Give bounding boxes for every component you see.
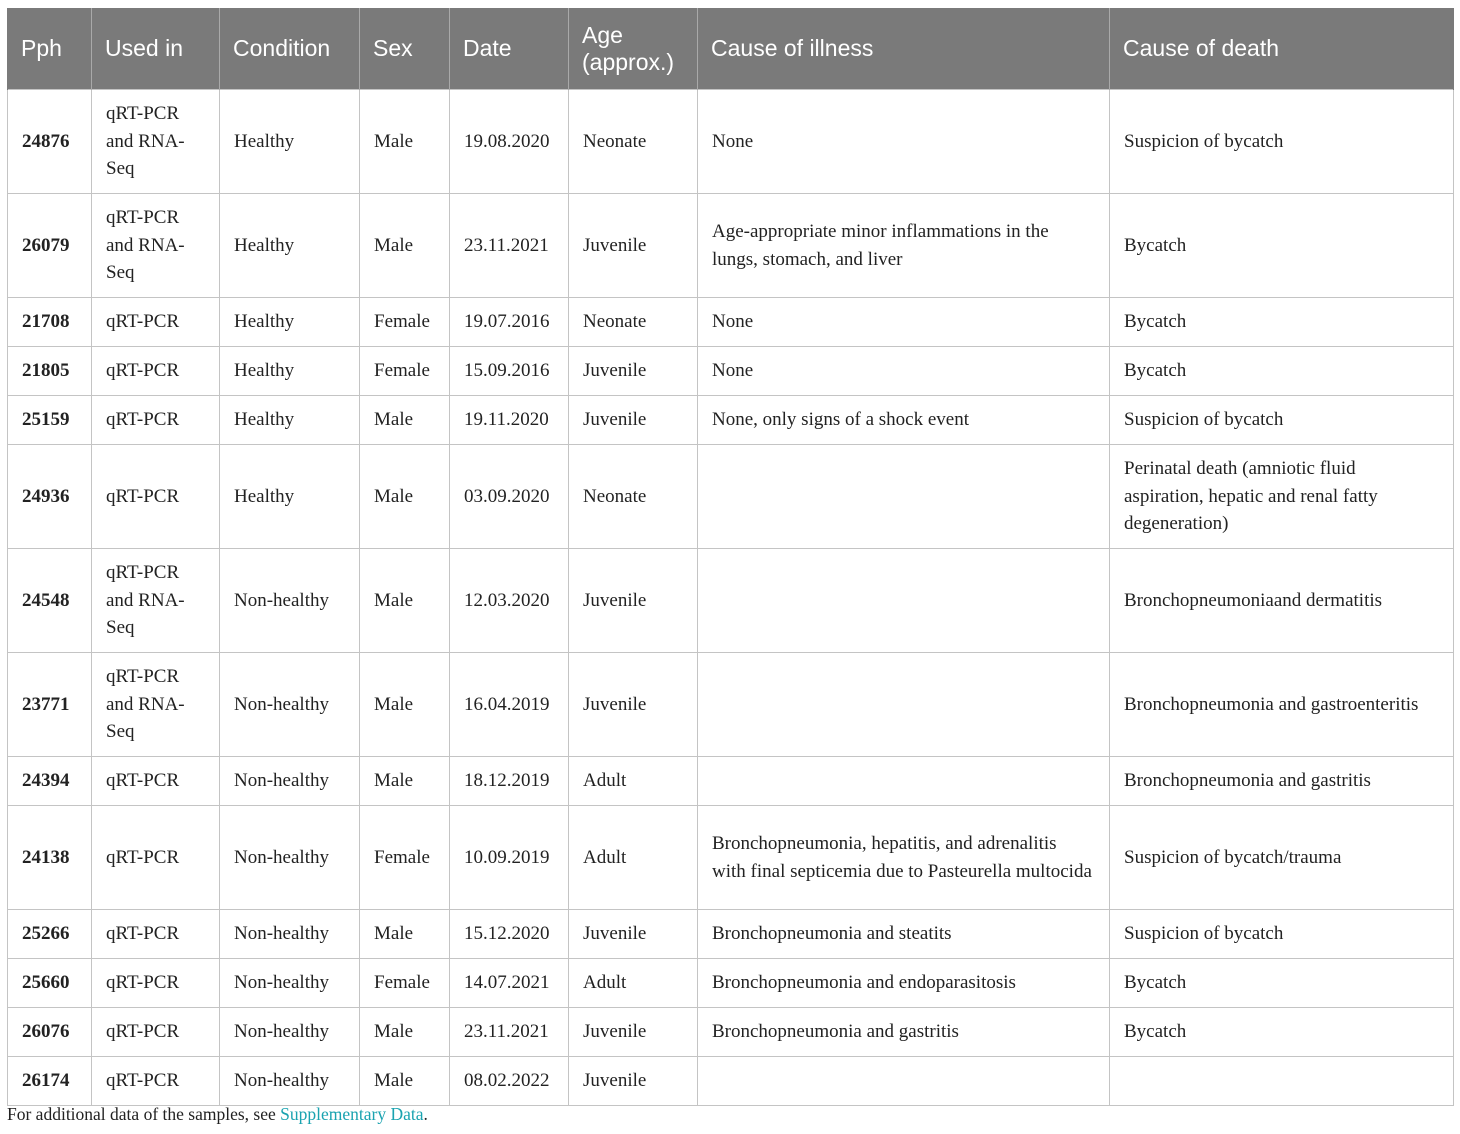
cell-age: Juvenile [569,910,698,959]
cell-sex: Male [360,445,450,549]
header-cause-of-illness: Cause of illness [698,8,1110,90]
cell-cause-of-illness [698,445,1110,549]
cell-used-in: qRT-PCR [92,347,220,396]
cell-pph: 26174 [8,1057,92,1106]
cell-condition: Healthy [220,396,360,445]
cell-pph: 26079 [8,194,92,298]
cell-used-in: qRT-PCR [92,1008,220,1057]
cell-cause-of-death [1110,1057,1454,1106]
cell-cause-of-death: Suspicion of bycatch [1110,90,1454,194]
table-row [8,653,1454,757]
cell-condition: Healthy [220,347,360,396]
table-row [8,757,1454,806]
cell-pph: 26076 [8,1008,92,1057]
table-row [8,1057,1454,1106]
cell-condition: Healthy [220,298,360,347]
cell-used-in: qRT-PCR [92,910,220,959]
table-row [8,910,1454,959]
cell-used-in: qRT-PCR and RNA-Seq [92,90,220,194]
cell-used-in: qRT-PCR and RNA-Seq [92,194,220,298]
cell-cause-of-death: Bycatch [1110,298,1454,347]
cell-cause-of-illness: None, only signs of a shock event [698,396,1110,445]
cell-date: 19.11.2020 [450,396,569,445]
cell-age: Juvenile [569,194,698,298]
cell-sex: Male [360,90,450,194]
cell-used-in: qRT-PCR and RNA-Seq [92,653,220,757]
table-row [8,298,1454,347]
cell-pph: 24548 [8,549,92,653]
cell-sex: Male [360,1057,450,1106]
table-row [8,396,1454,445]
table-row [8,90,1454,194]
cell-used-in: qRT-PCR and RNA-Seq [92,549,220,653]
cell-cause-of-illness: Bronchopneumonia and endoparasitosis [698,959,1110,1008]
cell-date: 23.11.2021 [450,1008,569,1057]
cell-cause-of-illness: Bronchopneumonia and gastritis [698,1008,1110,1057]
cell-condition: Non-healthy [220,757,360,806]
cell-cause-of-death: Suspicion of bycatch [1110,910,1454,959]
cell-cause-of-death: Bronchopneumoniaand dermatitis [1110,549,1454,653]
cell-cause-of-illness: None [698,298,1110,347]
table-row [8,194,1454,298]
cell-sex: Female [360,347,450,396]
cell-used-in: qRT-PCR [92,298,220,347]
cell-sex: Male [360,396,450,445]
cell-pph: 24936 [8,445,92,549]
cell-pph: 24138 [8,806,92,910]
cell-age: Neonate [569,298,698,347]
cell-cause-of-illness: None [698,347,1110,396]
cell-sex: Female [360,806,450,910]
header-pph: Pph [8,8,92,90]
cell-condition: Non-healthy [220,1057,360,1106]
cell-condition: Healthy [220,445,360,549]
cell-condition: Non-healthy [220,549,360,653]
cell-age: Juvenile [569,1008,698,1057]
cell-pph: 25660 [8,959,92,1008]
cell-sex: Male [360,549,450,653]
header-date: Date [450,8,569,90]
cell-pph: 24394 [8,757,92,806]
cell-cause-of-death: Bronchopneumonia and gastroenteritis [1110,653,1454,757]
cell-date: 18.12.2019 [450,757,569,806]
header-cause-of-death: Cause of death [1110,8,1454,90]
cell-date: 19.08.2020 [450,90,569,194]
header-condition: Condition [220,8,360,90]
cell-pph: 25266 [8,910,92,959]
cell-condition: Healthy [220,194,360,298]
table-row [8,959,1454,1008]
table-row [8,549,1454,653]
sample-table [7,8,1454,1106]
header-used-in: Used in [92,8,220,90]
supplementary-data-link[interactable]: Supplementary Data [280,1104,424,1124]
cell-cause-of-illness [698,757,1110,806]
sample-table-container [7,8,1453,1106]
cell-date: 10.09.2019 [450,806,569,910]
cell-age: Juvenile [569,396,698,445]
cell-cause-of-death: Bycatch [1110,1008,1454,1057]
cell-pph: 24876 [8,90,92,194]
table-row [8,1008,1454,1057]
table-row [8,806,1454,910]
cell-cause-of-death: Bronchopneumonia and gastritis [1110,757,1454,806]
cell-age: Neonate [569,90,698,194]
footnote-text: For additional data of the samples, see [7,1104,281,1124]
cell-condition: Non-healthy [220,653,360,757]
cell-age: Adult [569,959,698,1008]
cell-cause-of-illness [698,1057,1110,1106]
cell-used-in: qRT-PCR [92,445,220,549]
table-row [8,445,1454,549]
header-row [8,8,1454,90]
cell-age: Adult [569,757,698,806]
cell-cause-of-illness [698,549,1110,653]
cell-age: Adult [569,806,698,910]
cell-date: 08.02.2022 [450,1057,569,1106]
cell-cause-of-illness: Age-appropriate minor inflammations in the lungs, stomach, and liver [698,194,1110,298]
cell-sex: Female [360,959,450,1008]
cell-date: 14.07.2021 [450,959,569,1008]
cell-sex: Male [360,910,450,959]
cell-cause-of-death: Bycatch [1110,959,1454,1008]
cell-condition: Healthy [220,90,360,194]
header-sex: Sex [360,8,450,90]
cell-date: 15.09.2016 [450,347,569,396]
cell-pph: 23771 [8,653,92,757]
cell-age: Juvenile [569,1057,698,1106]
cell-date: 16.04.2019 [450,653,569,757]
cell-condition: Non-healthy [220,806,360,910]
cell-cause-of-death: Suspicion of bycatch [1110,396,1454,445]
cell-condition: Non-healthy [220,959,360,1008]
cell-sex: Male [360,757,450,806]
table-footnote [7,1104,428,1125]
cell-condition: Non-healthy [220,910,360,959]
cell-condition: Non-healthy [220,1008,360,1057]
footnote-end: . [423,1104,428,1124]
cell-used-in: qRT-PCR [92,757,220,806]
cell-used-in: qRT-PCR [92,1057,220,1106]
cell-date: 19.07.2016 [450,298,569,347]
cell-pph: 25159 [8,396,92,445]
cell-date: 23.11.2021 [450,194,569,298]
cell-cause-of-death: Suspicion of bycatch/trauma [1110,806,1454,910]
header-age: Age (approx.) [569,8,698,90]
cell-used-in: qRT-PCR [92,806,220,910]
cell-date: 15.12.2020 [450,910,569,959]
cell-sex: Male [360,1008,450,1057]
cell-sex: Male [360,653,450,757]
cell-used-in: qRT-PCR [92,396,220,445]
cell-cause-of-death: Bycatch [1110,194,1454,298]
cell-cause-of-illness [698,653,1110,757]
cell-sex: Male [360,194,450,298]
cell-cause-of-death: Bycatch [1110,347,1454,396]
cell-cause-of-death: Perinatal death (amniotic fluid aspiration, hepatic and renal fatty degeneration) [1110,445,1454,549]
cell-age: Juvenile [569,653,698,757]
cell-cause-of-illness: Bronchopneumonia, hepatitis, and adrenalitis with final septicemia due to Pasteurella multocida [698,806,1110,910]
cell-cause-of-illness: None [698,90,1110,194]
table-row [8,347,1454,396]
cell-age: Neonate [569,445,698,549]
cell-age: Juvenile [569,549,698,653]
cell-pph: 21708 [8,298,92,347]
cell-pph: 21805 [8,347,92,396]
cell-used-in: qRT-PCR [92,959,220,1008]
cell-sex: Female [360,298,450,347]
cell-date: 03.09.2020 [450,445,569,549]
cell-cause-of-illness: Bronchopneumonia and steatits [698,910,1110,959]
cell-date: 12.03.2020 [450,549,569,653]
cell-age: Juvenile [569,347,698,396]
